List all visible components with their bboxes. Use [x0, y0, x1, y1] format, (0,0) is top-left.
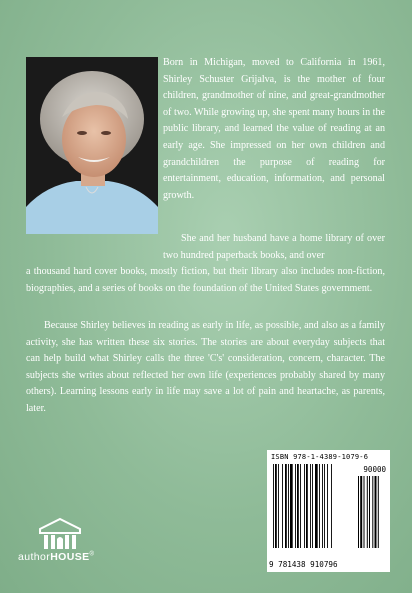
barcode-bar [327, 464, 328, 548]
publisher-name-part1: author [18, 551, 51, 563]
barcode-bar [278, 464, 279, 548]
price-barcode-bar [372, 476, 373, 548]
barcode-bar [275, 464, 277, 548]
barcode-bars [273, 464, 353, 548]
barcode-bar [290, 464, 293, 548]
price-barcode-bars [358, 476, 384, 548]
author-photo [26, 57, 158, 234]
barcode-bar [331, 464, 332, 548]
barcode-bar [304, 464, 305, 548]
author-portrait-image [26, 57, 158, 234]
price-barcode-bar [367, 476, 368, 548]
barcode-bar [273, 464, 274, 548]
price-barcode-bar [360, 476, 362, 548]
authorhouse-logo-icon [38, 517, 82, 551]
trademark-symbol: ® [89, 551, 95, 558]
isbn-digits: 9 781438 910796 [269, 560, 338, 569]
price-code: 90000 [363, 465, 386, 474]
barcode-bar [322, 464, 323, 548]
publisher-name [18, 551, 94, 563]
isbn-barcode [267, 450, 390, 572]
barcode-bar [297, 464, 299, 548]
barcode-bar [285, 464, 287, 548]
author-bio-paragraph-1: Born in Michigan, moved to California in 1961, Shirley Schuster Grijalva, is the mother of four children, grandmother of nine, and great-grandmother of two. While growing up, she spent many hours in the public library, and learned the value of reading at an early age. She impressed on her own children and grandchildren the purpose of reading for entertainment, education, information, and personal growth. [163, 57, 385, 201]
barcode-bar [300, 464, 301, 548]
price-barcode-bar [378, 476, 379, 548]
barcode-bar [315, 464, 318, 548]
price-barcode-bar [358, 476, 359, 548]
barcode-bar [288, 464, 289, 548]
barcode-bar [324, 464, 325, 548]
publisher-name-part2: HOUSE [50, 551, 90, 563]
author-bio-paragraph-2-start: She and her husband have a home library of over two hundred paperback books, and over [163, 233, 385, 261]
author-bio-paragraph-3: Because Shirley believes in reading as early in life, as possible, and also as a family activity, she has written these six stories. The stories are about everyday subjects that can help build what Shirley calls the three 'C's' consideration, concern, character. The subjects she writes about reflected her own life (experiences probably shared by many others). Learning lessons early in life may save a lot of pain and heartache, as parents, later. [26, 320, 385, 414]
barcode-bar [306, 464, 308, 548]
price-barcode-bar [375, 476, 377, 548]
barcode-bar [295, 464, 296, 548]
barcode-bar [312, 464, 313, 548]
isbn-label: ISBN 978-1-4389-1079-6 [271, 453, 369, 461]
barcode-bar [310, 464, 311, 548]
barcode-bar [282, 464, 283, 548]
price-barcode-bar [369, 476, 370, 548]
barcode-bar [319, 464, 320, 548]
author-bio-paragraph-2-rest: a thousand hard cover books, mostly fiction, but their library also includes non-fiction, biographies, and a series of books on the foundation of the United States government. [26, 266, 385, 294]
price-barcode-bar [364, 476, 365, 548]
